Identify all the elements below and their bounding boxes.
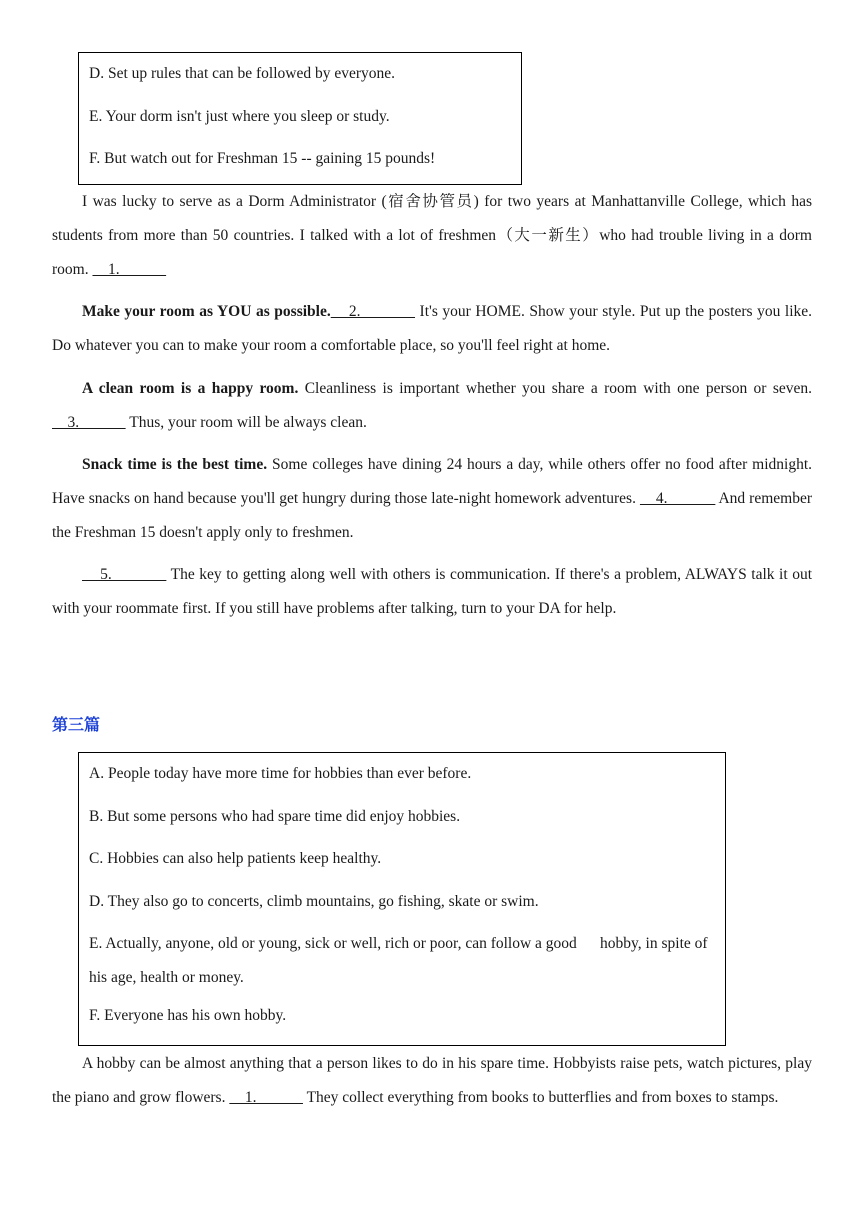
option-d: D. They also go to concerts, climb mountains, go fishing, skate or swim.: [89, 892, 539, 910]
paragraph-text: Cleanliness is important whether you share a room with one person or seven.: [298, 380, 813, 397]
blank-1: 1.: [92, 261, 167, 278]
paragraph-communication: [52, 558, 812, 626]
paragraph-text: And remember the Freshman 15 doesn't apply only to freshmen.: [52, 490, 812, 541]
paragraph-text: Thus, your room will be always clean.: [125, 414, 367, 431]
options-box-part2: [78, 52, 522, 185]
option-e: E. Your dorm isn't just where you sleep or study.: [89, 107, 390, 125]
blank-1: 1.: [229, 1089, 303, 1106]
paragraph-hobby: [52, 1047, 812, 1115]
option-d: D. Set up rules that can be followed by everyone.: [89, 65, 396, 82]
paragraph-text: I was lucky to serve as a Dorm Administrator (宿舍协管员) for two years at Manhattanville College, which has students from more than 50 countries. I talked with a lot of freshmen（大一新生）who had trouble living in a dorm room.: [52, 193, 812, 278]
blank-4: 4.: [639, 490, 716, 507]
paragraph-text: It's your HOME. Show your style. Put up the posters you like. Do whatever you can to make your room a comfortable place, so you'll feel right at home.: [52, 303, 813, 354]
paragraph-clean-room: [52, 372, 812, 440]
paragraph-heading: Snack time is the best time.: [82, 456, 268, 473]
paragraph-snack-time: [52, 448, 812, 550]
paragraph-heading: A clean room is a happy room.: [82, 380, 299, 397]
paragraph-text: A hobby can be almost anything that a person likes to do in his spare time. Hobbyists raise pets, watch pictures, play the piano and grow flowers.: [52, 1055, 812, 1106]
option-e: E. Actually, anyone, old or young, sick or well, rich or poor, can follow a good hobby, in spite of his age, health or money.: [89, 935, 712, 986]
paragraph-text: The key to getting along well with others is communication. If there's a problem, ALWAYS talk it out with your roommate first. If you still have problems after talking, turn to your DA for help.: [52, 566, 813, 617]
option-f: F. Everyone has his own hobby.: [89, 1007, 287, 1024]
option-c: C. Hobbies can also help patients keep healthy.: [89, 850, 382, 867]
section-title: 第三篇: [52, 715, 101, 734]
paragraph-text: They collect everything from books to butterflies and from boxes to stamps.: [302, 1089, 779, 1106]
paragraph-heading: Make your room as YOU as possible.: [82, 303, 331, 320]
blank-3: 3.: [52, 414, 126, 431]
option-b: B. But some persons who had spare time did enjoy hobbies.: [89, 807, 461, 825]
option-a: A. People today have more time for hobbies than ever before.: [89, 765, 472, 782]
options-box-part3: [78, 752, 726, 1046]
option-f: F. But watch out for Freshman 15 -- gaining 15 pounds!: [89, 150, 436, 167]
blank-2: 2.: [330, 303, 416, 320]
paragraph-text: Some colleges have dining 24 hours a day, while others offer no food after midnight. Have snacks on hand because you'll get hungry during those late-night homework adventures.: [52, 456, 813, 507]
paragraph-intro: [52, 185, 812, 287]
paragraph-room-style: [52, 295, 812, 363]
blank-5: 5.: [82, 566, 167, 583]
